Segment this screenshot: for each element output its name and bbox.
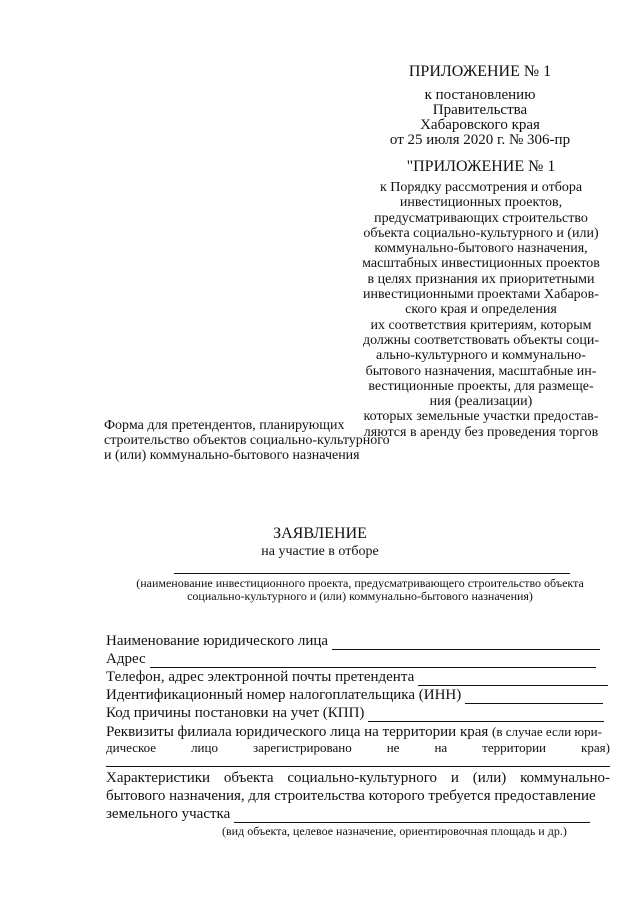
text-line: бытового назначения, масштабные ин-	[365, 363, 597, 379]
branch-main-text: Реквизиты филиала юридического лица на территории края	[106, 724, 489, 740]
phone-email-label: Телефон, адрес электронной почты претендента	[106, 669, 415, 685]
legal-name-line[interactable]	[332, 635, 600, 650]
original-appendix-title: "ПРИЛОЖЕНИЕ № 1	[406, 158, 556, 175]
address-line[interactable]	[150, 653, 596, 668]
project-name-line[interactable]	[174, 564, 570, 574]
appendix-date: от 25 июля 2020 г. № 306-пр	[389, 132, 571, 148]
branch-requisites-line[interactable]	[106, 756, 610, 767]
word: Характеристики	[106, 770, 211, 786]
appendix-line: Хабаровского края	[420, 117, 540, 133]
inn-field[interactable]	[106, 687, 603, 704]
inn-line[interactable]	[465, 689, 603, 704]
word: коммунально-	[520, 770, 610, 786]
word: объекта	[223, 770, 274, 786]
word: лицо	[191, 740, 218, 755]
word: территории	[482, 740, 547, 755]
appendix-line: к постановлению	[424, 87, 536, 103]
text-line: предусматривающих строительство	[374, 210, 588, 226]
word: края)	[581, 740, 610, 755]
characteristics-line-2: бытового назначения, для строительства которого требуется предоставление	[106, 788, 596, 804]
project-name-hint: социально-культурного и (или) коммунально-бытового назначения)	[187, 589, 533, 603]
text-line: инвестиционными проектами Хабаров-	[363, 287, 599, 303]
text-line: инвестиционных проектов,	[399, 195, 563, 211]
text-line: в целях признания их приоритетными	[367, 271, 595, 287]
kpp-label: Код причины постановки на учет (КПП)	[106, 705, 365, 721]
word: на	[434, 740, 448, 755]
branch-note: (в случае если юри-	[492, 724, 602, 739]
legal-name-label: Наименование юридического лица	[106, 633, 329, 649]
text-line: ально-культурного и коммунально-	[376, 348, 586, 364]
kpp-line[interactable]	[368, 707, 604, 722]
phone-email-field[interactable]	[106, 669, 608, 686]
kpp-field[interactable]	[106, 705, 604, 722]
text-line: ляются в аренду без проведения торгов	[363, 424, 599, 440]
text-line: коммунально-бытового назначения,	[374, 241, 588, 257]
inn-label: Идентификационный номер налогоплательщика (ИНН)	[106, 687, 462, 703]
text-line: к Порядку рассмотрения и отбора	[379, 180, 583, 195]
appendix-title: ПРИЛОЖЕНИЕ № 1	[408, 63, 552, 80]
text-line: их соответствия критериям, которым	[370, 317, 592, 333]
branch-note-line	[106, 740, 610, 755]
address-label: Адрес	[106, 651, 146, 667]
text-line: ния (реализации)	[429, 394, 533, 410]
word: не	[386, 740, 400, 755]
word: (или)	[472, 770, 507, 786]
text-line: вестиционные проекты, для размеще-	[368, 378, 594, 394]
text-line: строительство объектов социально-культурного	[104, 433, 390, 448]
form-note	[104, 418, 390, 463]
text-line: которых земельные участки предостав-	[363, 409, 599, 425]
text-line: ского края и определения	[405, 302, 557, 318]
statement-title: ЗАЯВЛЕНИЕ	[273, 525, 367, 542]
text-line: объекта социально-культурного и (или)	[363, 225, 599, 241]
phone-email-line[interactable]	[418, 671, 608, 686]
characteristics-hint: (вид объекта, целевое назначение, ориентировочная площадь и др.)	[222, 824, 567, 838]
word: социально-культурного	[287, 770, 438, 786]
project-name-hint: (наименование инвестиционного проекта, предусматривающего строительство объекта	[136, 576, 584, 590]
legal-name-field[interactable]	[106, 633, 600, 650]
land-plot-line[interactable]	[234, 808, 590, 823]
branch-label	[106, 723, 602, 741]
text-line: и (или) коммунально-бытового назначения	[104, 448, 360, 463]
statement-subtitle: на участие в отборе	[261, 544, 379, 559]
characteristics-line-1	[106, 770, 610, 787]
word: зарегистрировано	[252, 740, 352, 755]
word: дическое	[106, 740, 157, 755]
address-field[interactable]	[106, 651, 596, 668]
appendix-line: Правительства	[432, 102, 528, 118]
land-plot-field[interactable]	[106, 806, 590, 823]
land-plot-label: земельного участка	[106, 806, 231, 822]
text-line: масштабных инвестиционных проектов	[362, 256, 600, 272]
text-line: должны соответствовать объекты соци-	[362, 332, 600, 348]
original-appendix-text	[346, 180, 616, 440]
word: и	[450, 770, 459, 786]
text-line: Форма для претендентов, планирующих	[104, 418, 345, 433]
